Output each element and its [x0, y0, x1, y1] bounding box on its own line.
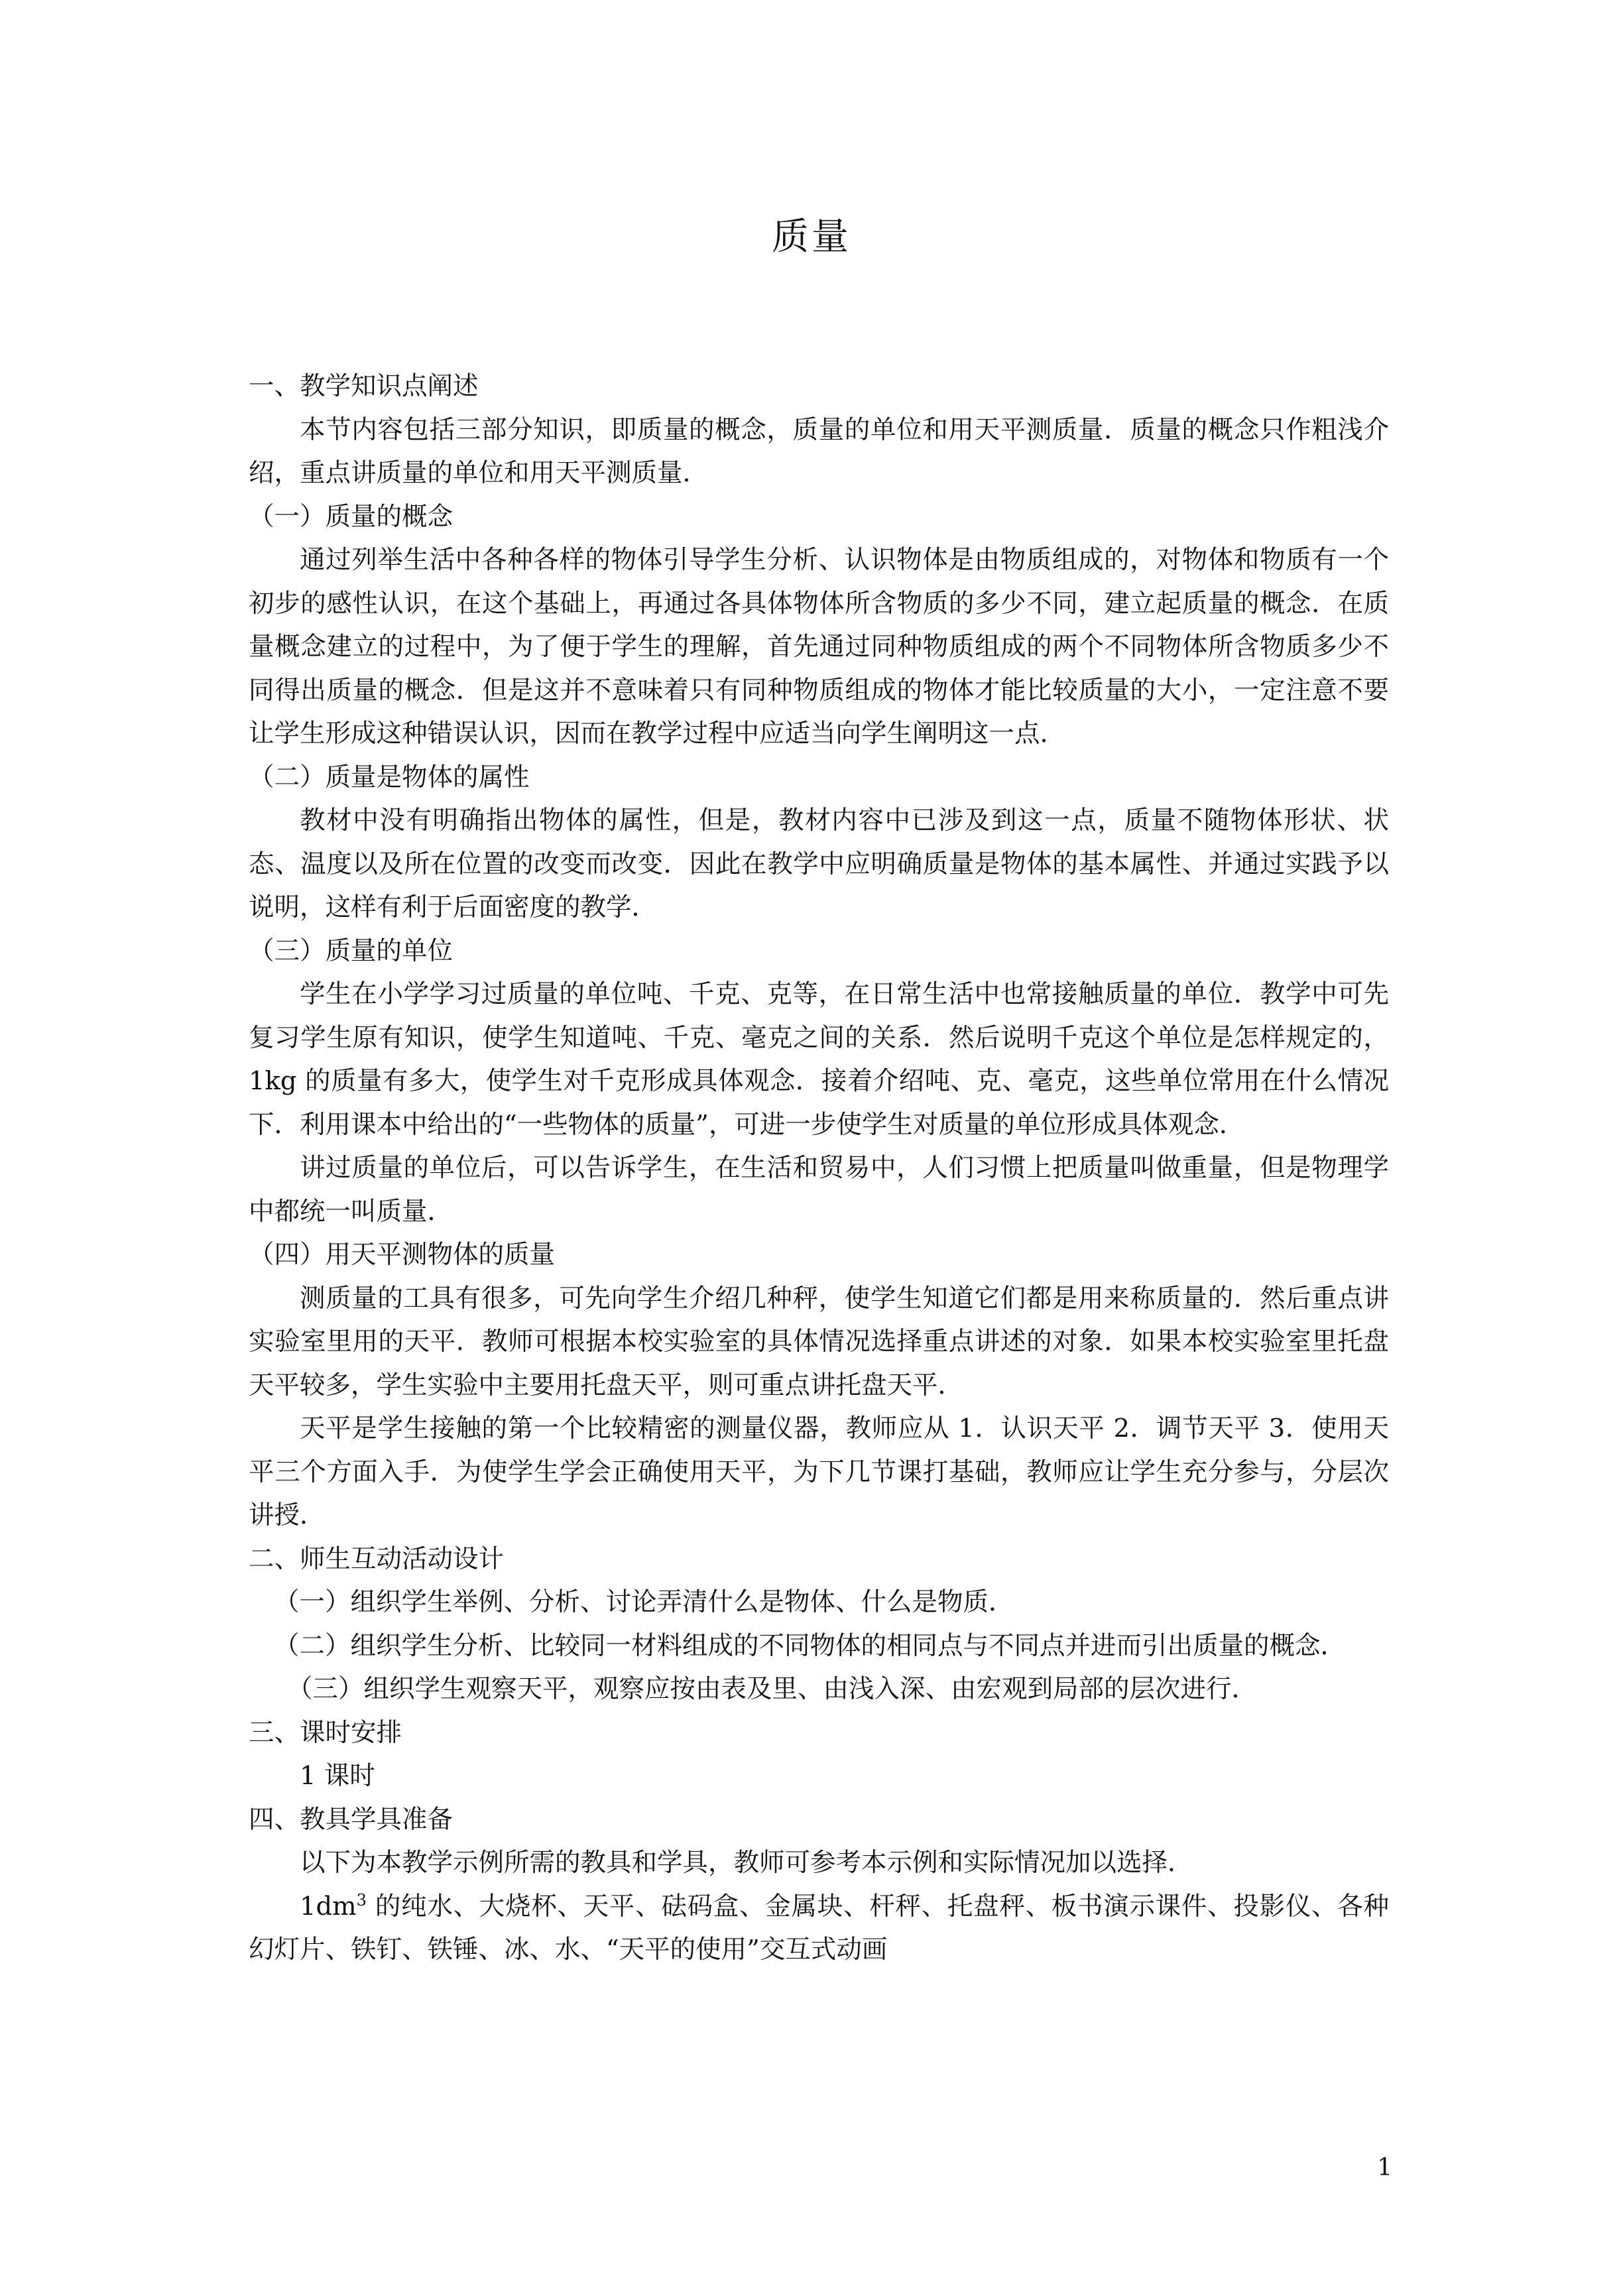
paragraph-mass-property: 教材中没有明确指出物体的属性，但是，教材内容中已涉及到这一点，质量不随物体形状、状态、温度以及所在位置的改变而改变．因此在教学中应明确质量是物体的基本属性、并通过实践予以说明，这样有利于后面密度的教学． — [249, 806, 1389, 922]
paragraph-balance-usage: 天平是学生接触的第一个比较精密的测量仪器，教师应从 1．认识天平 2．调节天平 3．使用天平三个方面入手．为使学生学会正确使用天平，为下几节课打基础，教师应让学生充分参与，分层次讲授． — [249, 1414, 1389, 1530]
activity-item-3: （三）组织学生观察天平，观察应按由表及里、由浅入深、由宏观到局部的层次进行． — [287, 1674, 1258, 1704]
materials-volume-exponent: 3 — [356, 1890, 367, 1909]
section-heading-schedule: 三、课时安排 — [249, 1717, 402, 1748]
document-body — [249, 365, 1389, 1972]
paragraph-mass-vs-weight: 讲过质量的单位后，可以告诉学生，在生活和贸易中，人们习惯上把质量叫做重量，但是物理学中都统一叫质量． — [249, 1153, 1389, 1227]
section-heading-materials: 四、教具学具准备 — [249, 1804, 453, 1835]
paragraph-mass-units: 学生在小学学习过质量的单位吨、千克、克等，在日常生活中也常接触质量的单位．教学中可先复习学生原有知识，使学生知道吨、千克、毫克之间的关系．然后说明千克这个单位是怎样规定的，1kg 的质量有多大，使学生对千克形成具体观念．接着介绍吨、克、毫克，这些单位常用在什么情况下．利用课本中给出的“一些物体的质量”，可进一步使学生对质量的单位形成具体观念． — [249, 979, 1389, 1140]
paragraph-mass-concept: 通过列举生活中各种各样的物体引导学生分析、认识物体是由物质组成的，对物体和物质有一个初步的感性认识，在这个基础上，再通过各具体物体所含物质的多少不同，建立起质量的概念．在质量概念建立的过程中，为了便于学生的理解，首先通过同种物质组成的两个不同物体所含物质多少不同得出质量的概念．但是这并不意味着只有同种物质组成的物体才能比较质量的大小，一定注意不要让学生形成这种错误认识，因而在教学过程中应适当向学生阐明这一点． — [249, 545, 1389, 749]
section-heading-teaching-points: 一、教学知识点阐述 — [249, 371, 479, 401]
subsection-heading-mass-units: （三）质量的单位 — [249, 936, 453, 966]
subsection-heading-mass-property: （二）质量是物体的属性 — [249, 762, 530, 792]
section-heading-interaction: 二、师生互动活动设计 — [249, 1543, 505, 1574]
activity-item-2: （二）组织学生分析、比较同一材料组成的不同物体的相同点与不同点并进而引出质量的概念． — [274, 1630, 1347, 1661]
materials-list-text: 的纯水、大烧杯、天平、砝码盒、金属块、杆秤、托盘秤、板书演示课件、投影仪、各种幻灯片、铁钉、铁锤、冰、水、“天平的使用”交互式动画 — [249, 1891, 1389, 1964]
materials-volume-prefix: 1dm — [300, 1891, 357, 1921]
schedule-body: 1 课时 — [300, 1761, 375, 1791]
paragraph-balance-tools: 测质量的工具有很多，可先向学生介绍几种秤，使学生知道它们都是用来称质量的．然后重点讲实验室里用的天平．教师可根据本校实验室的具体情况选择重点讲述的对象．如果本校实验室里托盘天平较多，学生实验中主要用托盘天平，则可重点讲托盘天平． — [249, 1283, 1389, 1400]
activity-item-1: （一）组织学生举例、分析、讨论弄清什么是物体、什么是物质． — [274, 1587, 1014, 1617]
page-number: 1 — [1377, 2154, 1392, 2181]
subsection-heading-mass-concept: （一）质量的概念 — [249, 501, 453, 532]
section-intro-paragraph: 本节内容包括三部分知识，即质量的概念，质量的单位和用天平测质量．质量的概念只作粗浅介绍，重点讲质量的单位和用天平测质量． — [249, 414, 1389, 488]
paragraph-materials-list — [249, 1885, 1389, 1972]
document-title: 质量 — [772, 215, 851, 259]
paragraph-materials-intro: 以下为本教学示例所需的教具和学具，教师可参考本示例和实际情况加以选择． — [300, 1848, 1193, 1878]
subsection-heading-balance: （四）用天平测物体的质量 — [249, 1240, 556, 1270]
